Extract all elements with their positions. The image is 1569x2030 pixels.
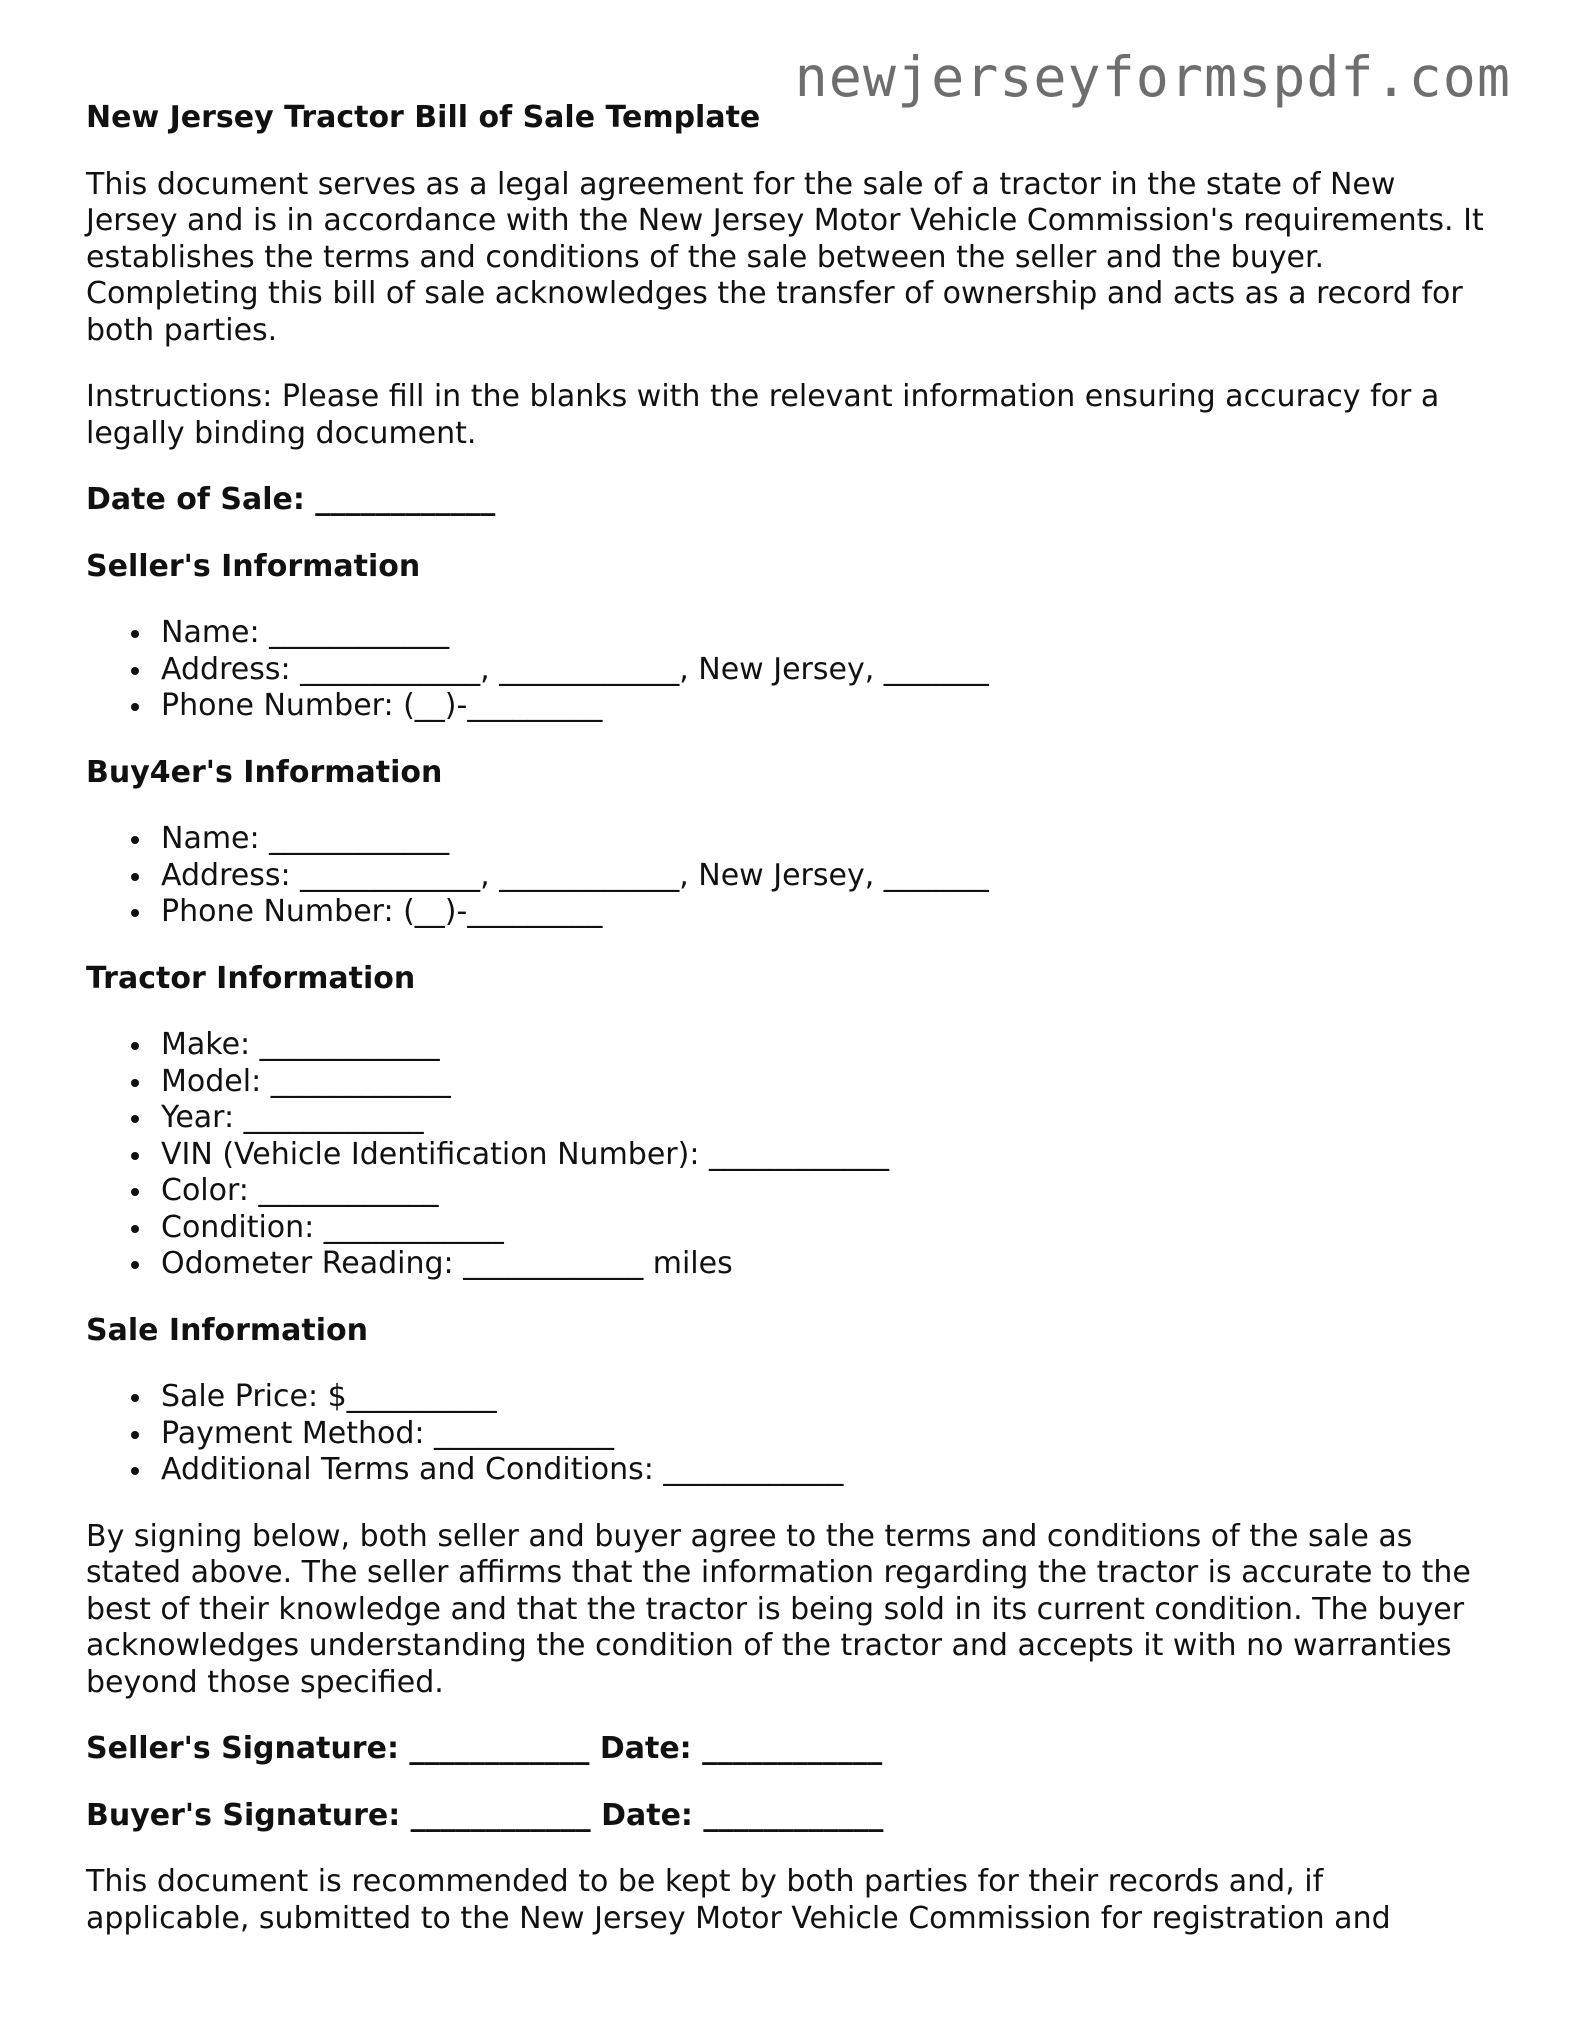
list-item: Model: ____________	[161, 1064, 1486, 1101]
sale-info-heading: Sale Information	[86, 1312, 368, 1348]
document-title: New Jersey Tractor Bill of Sale Template	[86, 100, 761, 135]
closing-paragraph: This document is recommended to be kept by both parties for their records and, if applicable, submitted to the New Jersey Motor Vehicle Commission for registration and	[86, 1864, 1391, 1936]
tractor-info-list	[86, 1027, 1486, 1283]
list-item: VIN (Vehicle Identification Number): ____________	[161, 1137, 1486, 1174]
list-item: Address: ____________, ____________, New Jersey, _______	[161, 858, 1486, 895]
watermark-text: newjerseyformspdf.com	[794, 45, 1511, 109]
buyer-info-heading: Buy4er's Information	[86, 754, 443, 790]
buyer-signature-line: Buyer's Signature: ____________ Date: ____________	[86, 1797, 884, 1833]
list-item: Phone Number: (__)-_________	[161, 688, 1486, 725]
list-item: Color: ____________	[161, 1173, 1486, 1210]
seller-signature-line: Seller's Signature: ____________ Date: ____________	[86, 1731, 883, 1766]
seller-info-list	[86, 615, 1486, 725]
list-item: Condition: ____________	[161, 1210, 1486, 1247]
list-item: Payment Method: ____________	[161, 1416, 1486, 1453]
seller-info-heading: Seller's Information	[86, 548, 421, 584]
sale-info-list	[86, 1379, 1486, 1489]
tractor-info-heading: Tractor Information	[86, 960, 416, 996]
document-body	[86, 100, 1486, 1967]
intro-paragraph: This document serves as a legal agreement for the sale of a tractor in the state of New Jersey and is in accordance with the New Jersey Motor Vehicle Commission's requirements. It establishes the terms and conditions of the sale between the seller and the buyer. Completing this bill of sale acknowledges the transfer of ownership and acts as a record for both parties.	[86, 166, 1484, 348]
list-item: Year: ____________	[161, 1100, 1486, 1137]
list-item: Make: ____________	[161, 1027, 1486, 1064]
agreement-paragraph: By signing below, both seller and buyer agree to the terms and conditions of the sale as stated above. The seller affirms that the information regarding the tractor is accurate to the best of their knowledge and that the tractor is being sold in its current condition. The buyer acknowledges understanding the condition of the tractor and accepts it with no warranties beyond those specified.	[86, 1518, 1471, 1700]
list-item: Name: ____________	[161, 821, 1486, 858]
date-of-sale-field: Date of Sale: ____________	[86, 482, 496, 517]
instructions-paragraph: Instructions: Please fill in the blanks with the relevant information ensuring accuracy for a legally binding document.	[86, 379, 1440, 451]
list-item: Odometer Reading: ____________ miles	[161, 1246, 1486, 1283]
list-item: Sale Price: $__________	[161, 1379, 1486, 1416]
buyer-info-list	[86, 821, 1486, 931]
list-item: Name: ____________	[161, 615, 1486, 652]
list-item: Address: ____________, ____________, New Jersey, _______	[161, 652, 1486, 689]
list-item: Additional Terms and Conditions: ____________	[161, 1452, 1486, 1489]
list-item: Phone Number: (__)-_________	[161, 894, 1486, 931]
